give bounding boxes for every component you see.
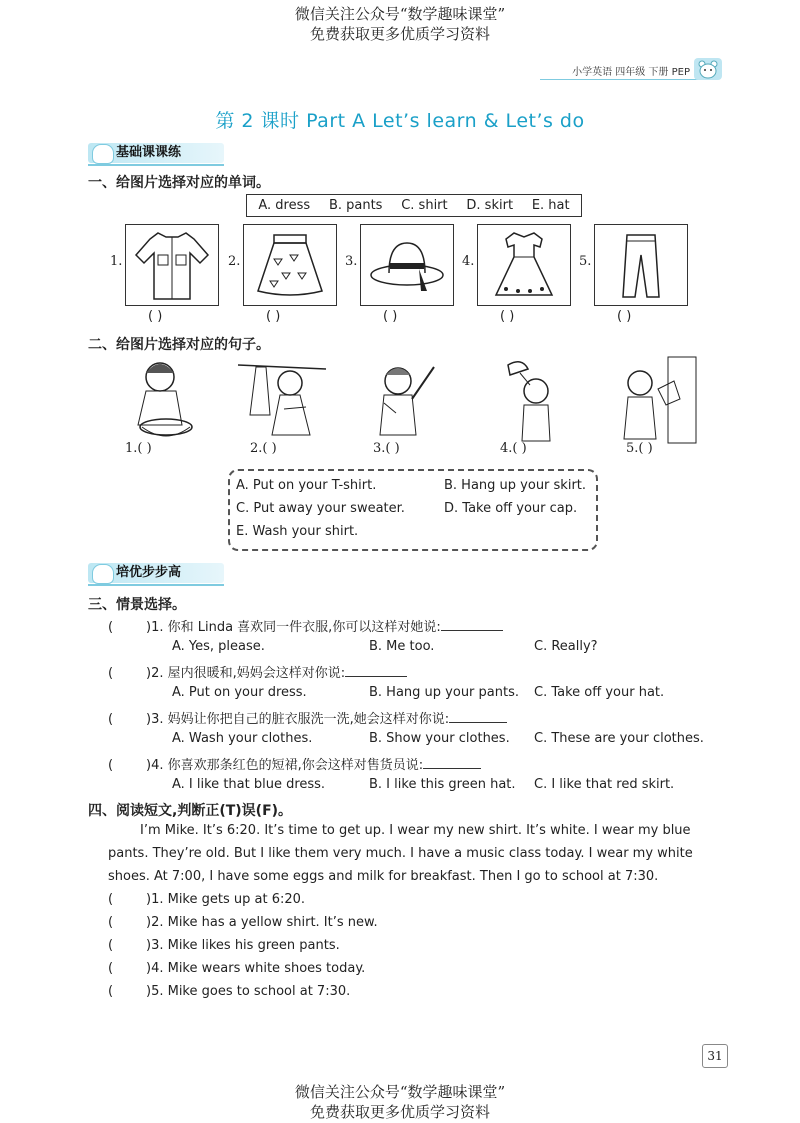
- q3-2-option-c: C. Take off your hat.: [534, 685, 665, 700]
- q3-stem-1: )1. 你和 Linda 喜欢同一件衣服,你可以这样对她说:: [146, 620, 441, 635]
- q3-stem-3: )3. 妈妈让你把自己的脏衣服洗一洗,她会这样对你说:: [146, 712, 450, 727]
- q1-heading: 一、给图片选择对应的单词。: [88, 175, 270, 191]
- q1-option-a: A. dress: [258, 198, 311, 213]
- q3-4-option-b: B. I like this green hat.: [369, 777, 516, 792]
- q3-4-option-a: A. I like that blue dress.: [172, 777, 326, 792]
- shirt-icon: [125, 224, 219, 306]
- take-off-cap-icon: [488, 355, 580, 445]
- watermark-line1: 微信关注公众号“数学趣味课堂”: [294, 1083, 506, 1101]
- q3-blank-2[interactable]: [345, 676, 407, 677]
- badge-label: 培优步步高: [116, 565, 182, 580]
- q3-3-option-b: B. Show your clothes.: [369, 731, 510, 746]
- q1-num-2: 2.: [228, 254, 241, 269]
- q4-statement-5: )5. Mike goes to school at 7:30.: [146, 984, 351, 999]
- dress-icon: [477, 224, 571, 306]
- q2-option-d: D. Take off your cap.: [444, 501, 578, 516]
- q3-blank-3[interactable]: [449, 722, 507, 723]
- put-on-tshirt-icon: [608, 355, 700, 445]
- wash-shirt-icon: [122, 355, 214, 445]
- q4-item-1: [108, 892, 305, 907]
- page-number: 31: [702, 1044, 728, 1068]
- q2-option-c: C. Put away your sweater.: [236, 501, 405, 516]
- q1-num-3: 3.: [345, 254, 358, 269]
- q1-num-5: 5.: [579, 254, 592, 269]
- q1-answer-3[interactable]: ( ): [383, 309, 398, 324]
- watermark-bottom: [0, 1082, 800, 1122]
- watermark-line2: 免费获取更多优质学习资料: [309, 25, 490, 43]
- q1-option-c: C. shirt: [401, 198, 448, 213]
- q4-answer-3[interactable]: (: [108, 938, 114, 953]
- bear-icon: [92, 144, 114, 164]
- header-divider: [540, 79, 715, 80]
- watermark-top: [0, 4, 800, 44]
- put-away-sweater-icon: [358, 355, 450, 445]
- q3-3-option-a: A. Wash your clothes.: [172, 731, 313, 746]
- q4-item-4: [108, 961, 365, 976]
- q2-item-2[interactable]: 2.( ): [250, 441, 277, 456]
- q3-blank-1[interactable]: [441, 630, 503, 631]
- q3-row-2: ( )2. 屋内很暖和,妈妈会这样对你说:: [108, 662, 708, 681]
- q3-1-option-a: A. Yes, please.: [172, 639, 265, 654]
- q2-option-e: E. Wash your shirt.: [236, 524, 359, 539]
- q1-answer-5[interactable]: ( ): [617, 309, 632, 324]
- q4-answer-5[interactable]: (: [108, 984, 114, 999]
- q3-row-4: ( )4. 你喜欢那条红色的短裙,你会这样对售货员说:: [108, 754, 728, 773]
- q2-item-5[interactable]: 5.( ): [626, 441, 653, 456]
- q3-row-3: ( )3. 妈妈让你把自己的脏衣服洗一洗,她会这样对你说:: [108, 708, 728, 727]
- section-badge-basic: [88, 143, 224, 163]
- badge-label: 基础课课练: [116, 145, 182, 160]
- watermark-line2: 免费获取更多优质学习资料: [309, 1103, 490, 1121]
- q1-answer-2[interactable]: ( ): [266, 309, 281, 324]
- pants-icon: [594, 224, 688, 306]
- q3-stem-4: )4. 你喜欢那条红色的短裙,你会这样对售货员说:: [146, 758, 424, 773]
- q3-2-option-a: A. Put on your dress.: [172, 685, 307, 700]
- skirt-icon: [243, 224, 337, 306]
- q3-row-1: ( )1. 你和 Linda 喜欢同一件衣服,你可以这样对她说:: [108, 616, 708, 635]
- q4-statement-4: )4. Mike wears white shoes today.: [146, 961, 366, 976]
- q3-blank-4[interactable]: [423, 768, 481, 769]
- q3-1-option-c: C. Really?: [534, 639, 598, 654]
- q2-option-b: B. Hang up your skirt.: [444, 478, 587, 493]
- q1-num-1: 1.: [110, 254, 123, 269]
- q2-heading: 二、给图片选择对应的句子。: [88, 337, 270, 353]
- book-header: 小学英语 四年级 下册 PEP: [572, 67, 690, 78]
- q1-num-4: 4.: [462, 254, 475, 269]
- q4-item-3: [108, 938, 340, 953]
- q2-item-4[interactable]: 4.( ): [500, 441, 527, 456]
- section-badge-advanced: [88, 563, 224, 583]
- hat-icon: [360, 224, 454, 306]
- q4-answer-2[interactable]: (: [108, 915, 114, 930]
- q3-heading: 三、情景选择。: [88, 597, 186, 613]
- q4-statement-1: )1. Mike gets up at 6:20.: [146, 892, 306, 907]
- q4-heading: 四、阅读短文,判断正(T)误(F)。: [88, 803, 293, 819]
- q4-passage-line-2: pants. They’re old. But I like them very much. I have a music class today. I wear my white: [108, 846, 693, 861]
- q3-3-option-c: C. These are your clothes.: [534, 731, 704, 746]
- q3-stem-2: )2. 屋内很暖和,妈妈会这样对你说:: [146, 666, 346, 681]
- q1-answer-4[interactable]: ( ): [500, 309, 515, 324]
- q4-answer-1[interactable]: (: [108, 892, 114, 907]
- q4-answer-4[interactable]: (: [108, 961, 114, 976]
- q3-4-option-c: C. I like that red skirt.: [534, 777, 675, 792]
- hang-skirt-icon: [236, 355, 328, 445]
- bear-icon: [92, 564, 114, 584]
- q4-statement-2: )2. Mike has a yellow shirt. It’s new.: [146, 915, 378, 930]
- q3-2-option-b: B. Hang up your pants.: [369, 685, 519, 700]
- q1-answer-1[interactable]: ( ): [148, 309, 163, 324]
- q4-item-2: [108, 915, 378, 930]
- q1-option-d: D. skirt: [466, 198, 514, 213]
- bear-mascot-icon: [694, 58, 722, 80]
- watermark-line1: 微信关注公众号“数学趣味课堂”: [294, 5, 506, 23]
- q2-item-3[interactable]: 3.( ): [373, 441, 400, 456]
- q4-passage-line-3: shoes. At 7:00, I have some eggs and milk for breakfast. Then I go to school at 7:30.: [108, 869, 659, 884]
- q4-passage-line-1: I’m Mike. It’s 6:20. It’s time to get up. I wear my new shirt. It’s white. I wear my blue: [140, 823, 691, 838]
- q1-word-options: [246, 194, 582, 217]
- lesson-title: 第 2 课时 Part A Let’s learn & Let’s do: [215, 110, 585, 132]
- q1-option-b: B. pants: [328, 198, 383, 213]
- q2-option-a: A. Put on your T-shirt.: [236, 478, 377, 493]
- q2-item-1[interactable]: 1.( ): [125, 441, 152, 456]
- q1-option-e: E. hat: [531, 198, 570, 213]
- q4-statement-3: )3. Mike likes his green pants.: [146, 938, 340, 953]
- q4-item-5: [108, 984, 350, 999]
- q3-1-option-b: B. Me too.: [369, 639, 435, 654]
